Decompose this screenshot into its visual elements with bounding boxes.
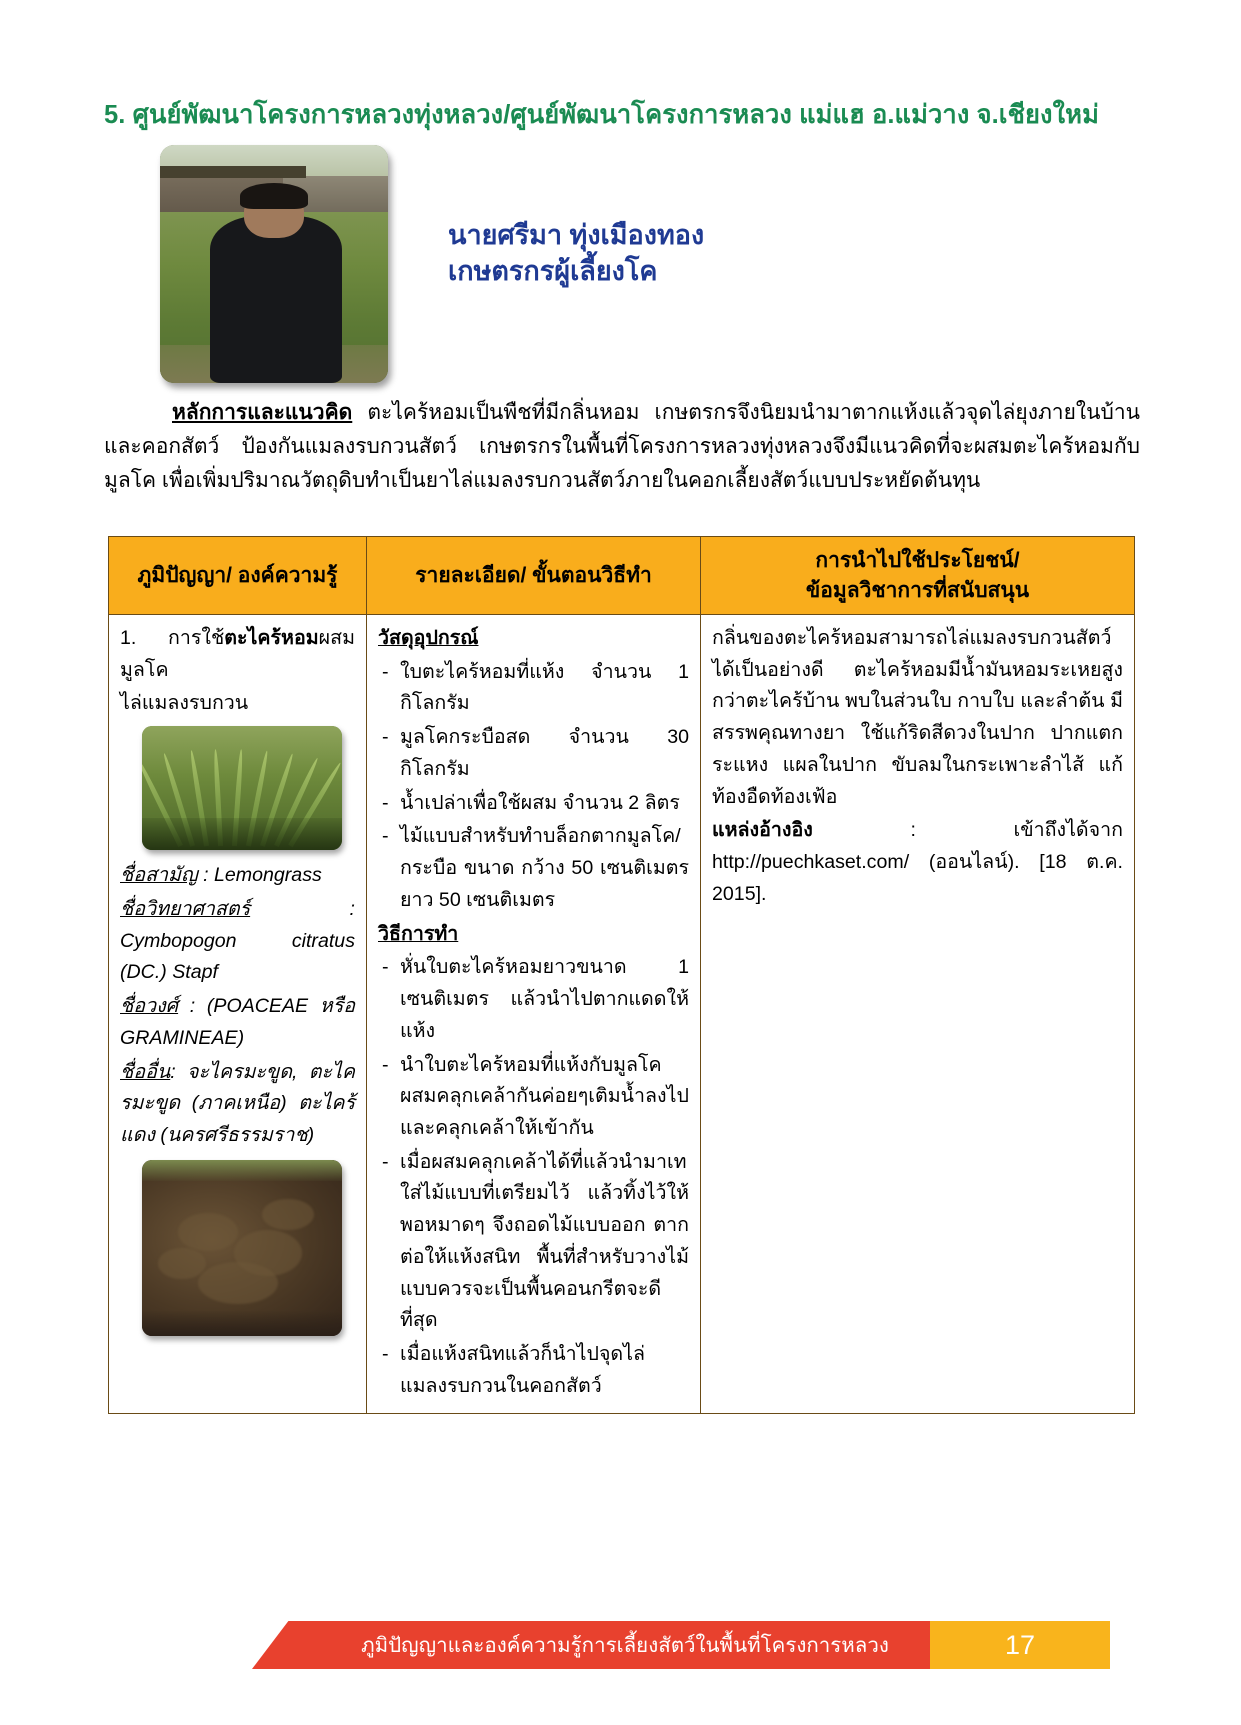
table-header-usage	[701, 537, 1135, 615]
materials-heading: วัสดุอุปกรณ์	[378, 627, 479, 649]
photo-roof	[160, 166, 306, 178]
other-name-label: ชื่ออื่น	[120, 1060, 171, 1083]
wisdom-title-line2: ไล่แมลงรบกวน	[120, 692, 249, 715]
table-header-wisdom: ภูมิปัญญา/ องค์ความรู้	[109, 537, 367, 615]
wisdom-title-part-a: การใช้	[168, 627, 225, 649]
cell-details	[367, 615, 701, 1414]
cell-usage	[701, 615, 1135, 1414]
usage-body-text: กลิ่นของตะไคร้หอมสามารถไล่แมลงรบกวนสัตว์ได้เป็นอย่างดี ตะไคร้หอมมีน้ำมันหอมระเหยสูงกว่าตะไคร้บ้าน พบในส่วนใบ กาบใบ และลำต้น มีสรรพคุณทางยา ใช้แก้ริดสีดวงในปาก ปากแตกระแหง แผลในปาก ขับลมในกระเพาะลำไส้ แก้ท้องอืดท้องเฟ้อ	[712, 627, 1123, 808]
scientific-name-label: ชื่อวิทยาศาสตร์	[120, 897, 251, 920]
footer-title-text: ภูมิปัญญาและองค์ความรู้การเลี้ยงสัตว์ในพื้นที่โครงการหลวง	[361, 1633, 889, 1657]
wisdom-title	[120, 623, 355, 686]
intro-body-text: ตะไคร้หอมเป็นพืชที่มีกลิ่นหอม เกษตรกรจึงนิยมนำมาตากแห้งแล้วจุดไล่ยุงภายในบ้านและคอกสัตว์ ป้องกันแมลงรบกวนสัตว์ เกษตรกรในพื้นที่โครงการหลวงทุ่งหลวงจึงมีแนวคิดที่จะผสมตะไคร้หอมกับมูลโค เพื่อเพิ่มปริมาณวัตถุดิบทำเป็นยาไล่แมลงรบกวนสัตว์ภายในคอกเลี้ยงสัตว์แบบประหยัดต้นทุน	[104, 401, 1140, 493]
photo-person-body	[210, 216, 342, 383]
list-item: - ใบตะไคร้หอมที่แห้ง จำนวน 1 กิโลกรัม	[378, 657, 689, 720]
list-item: - เมื่อผสมคลุกเคล้าได้ที่แล้วนำมาเทใส่ไม้แบบที่เตรียมไว้ แล้วทิ้งไว้ให้พอหมาดๆ จึงถอดไม้แบบออก ตากต่อให้แห้งสนิท พื้นที่สำหรับวางไม้แบบควรจะเป็นพื้นคอนกรีตจะดีที่สุด	[378, 1147, 689, 1337]
scientific-name-value: : Cymbopogon citratus (DC.) Stapf	[120, 897, 355, 984]
farmer-role: เกษตรกรผู้เลี้ยงโค	[448, 256, 658, 286]
scientific-name-row	[120, 894, 355, 989]
table-header-row	[109, 537, 1135, 615]
list-item: - น้ำเปล่าเพื่อใช้ผสม จำนวน 2 ลิตร	[378, 788, 689, 820]
plant-photo-shade	[142, 818, 342, 850]
reference-row	[712, 815, 1123, 910]
table-header-usage-line2: ข้อมูลวิชาการที่สนับสนุน	[805, 578, 1030, 602]
materials-list	[378, 657, 689, 917]
wisdom-item-number: 1.	[120, 627, 169, 649]
other-name-value: : จะไครมะขูด, ตะไครมะขูด (ภาคเหนือ) ตะไคร้แดง (นครศรีธรรมราช)	[120, 1060, 355, 1147]
list-item: - เมื่อแห้งสนิทแล้วก็นำไปจุดไล่แมลงรบกวนในคอกสัตว์	[378, 1339, 689, 1402]
reference-label: แหล่งอ้างอิง	[712, 819, 813, 842]
list-item: - หั่นใบตะไคร้หอมยาวขนาด 1 เซนติเมตร แล้วนำไปตากแดดให้แห้ง	[378, 952, 689, 1047]
footer-slant-accent	[252, 1621, 322, 1669]
family-name-value: : (POACEAE หรือ GRAMINEAE)	[120, 995, 355, 1049]
common-name-label: ชื่อสามัญ	[120, 864, 198, 887]
list-item: - มูลโคกระบือสด จำนวน 30 กิโลกรัม	[378, 722, 689, 785]
family-name-row	[120, 991, 355, 1054]
manure-mixture-photo	[142, 1160, 342, 1336]
knowledge-table	[108, 536, 1135, 1414]
method-heading: วิธีการทำ	[378, 922, 459, 945]
page-footer	[0, 1621, 1241, 1669]
intro-paragraph	[104, 396, 1140, 498]
method-steps-list	[378, 952, 689, 1402]
table-row	[109, 615, 1135, 1414]
family-name-label: ชื่อวงศ์	[120, 995, 179, 1018]
page-number: 17	[1004, 1629, 1036, 1660]
footer-page-number-box	[930, 1621, 1110, 1669]
table-header-details: รายละเอียด/ ขั้นตอนวิธีทำ	[367, 537, 701, 615]
list-item: - นำใบตะไคร้หอมที่แห้งกับมูลโคผสมคลุกเคล้ากันค่อยๆเติมน้ำลงไปและคลุกเคล้าให้เข้ากัน	[378, 1050, 689, 1145]
table-header-usage-line1: การนำไปใช้ประโยชน์/	[815, 549, 1020, 573]
wisdom-title-part-b: ผสมมูลโค	[120, 627, 355, 681]
page-title: 5. ศูนย์พัฒนาโครงการหลวงทุ่งหลวง/ศูนย์พัฒนาโครงการหลวง แม่แฮ อ.แม่วาง จ.เชียงใหม่	[104, 101, 1099, 129]
manure-photo-top-grass	[142, 1160, 342, 1181]
lemongrass-photo	[142, 726, 342, 850]
farmer-name: นายศรีมา ทุ่งเมืองทอง	[448, 220, 705, 250]
common-name-row	[120, 860, 355, 892]
photo-person-hair	[240, 183, 308, 209]
manure-photo-shade	[142, 1311, 342, 1336]
list-item: - ไม้แบบสำหรับทำบล็อกตากมูลโค/กระบือ ขนาด กว้าง 50 เซนติเมตร ยาว 50 เซนติเมตร	[378, 821, 689, 916]
common-name-value: : Lemongrass	[197, 864, 322, 887]
intro-lead-label: หลักการและแนวคิด	[172, 401, 353, 424]
other-name-row	[120, 1057, 355, 1152]
farmer-portrait-photo	[160, 145, 388, 383]
wisdom-title-highlight: ตะไคร้หอม	[224, 627, 319, 649]
reference-value: : เข้าถึงได้จาก http://puechkaset.com/ (ออนไลน์). [18 ต.ค. 2015].	[712, 819, 1123, 905]
cell-wisdom	[109, 615, 367, 1414]
